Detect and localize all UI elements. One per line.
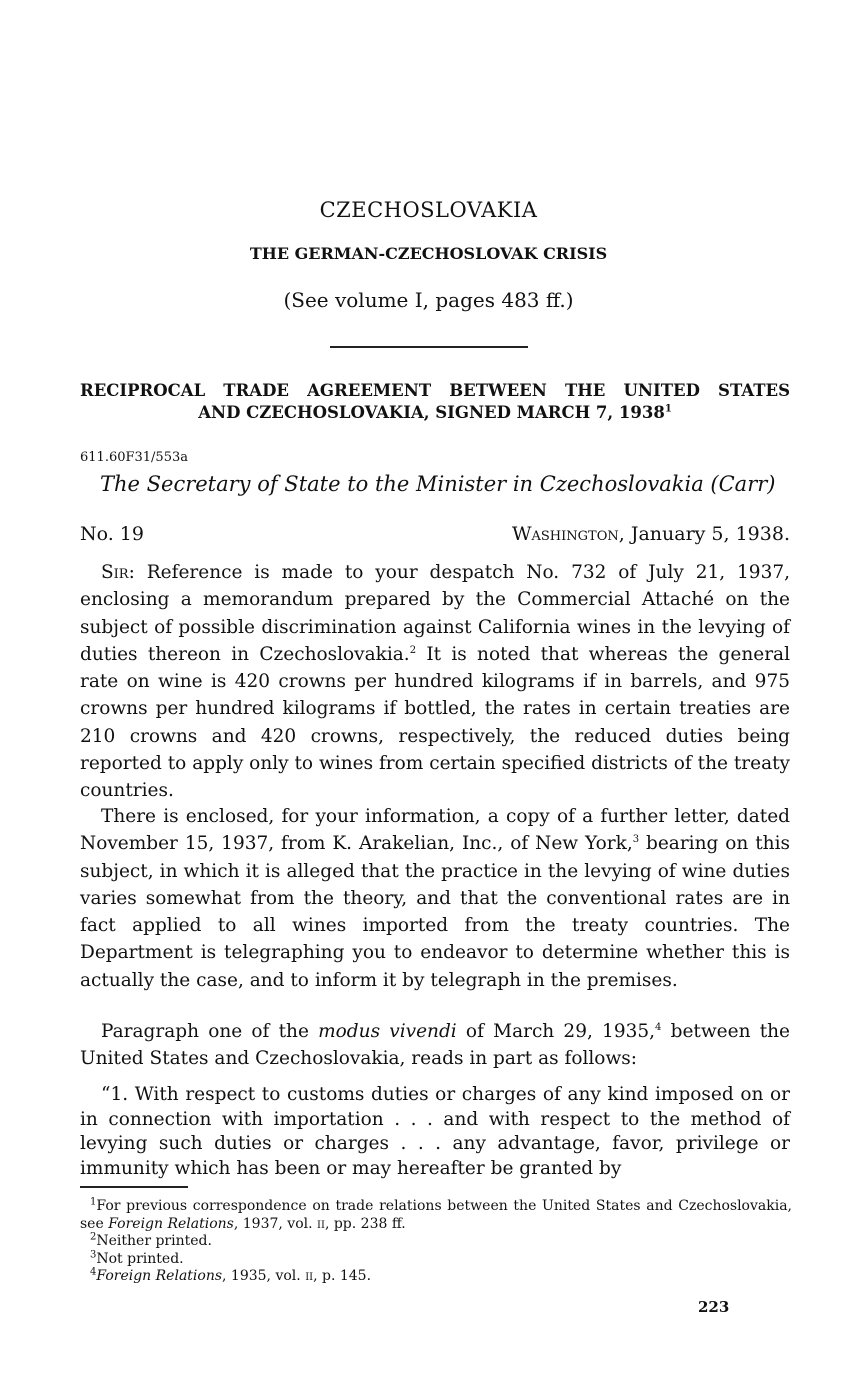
chapter-subtitle: THE GERMAN-CZECHOSLOVAK CRISIS xyxy=(249,244,608,263)
paragraph-text: It is noted that whereas the general rate on wine is 420 crowns per hundred kilograms if in barrels, and 975 crowns per hundred kilograms if bottled, the rates in certain treaties are 210 crowns and 420 crowns, respectively, the reduced duties being reported to apply only to wines from certain specified districts of the treaty countries. xyxy=(80,643,790,802)
country-title: CZECHOSLOVAKIA xyxy=(319,198,538,222)
footnote-mark: 3 xyxy=(90,1248,97,1260)
footnote-mark: 4 xyxy=(90,1266,97,1278)
section-divider xyxy=(330,346,528,348)
section-heading-line1: RECIPROCAL TRADE AGREEMENT BETWEEN THE UNITED STATES xyxy=(80,381,790,400)
paragraph-italic: modus vivendi xyxy=(318,1021,457,1042)
footnote-1 xyxy=(80,1198,792,1233)
footnote-volume: ii xyxy=(317,1215,325,1232)
paragraph-text: between the United States and Czechoslovakia, reads in part as follows: xyxy=(80,1021,790,1070)
paragraph-text: : Reference is made to your despatch No. 732 of July 21, 1937, enclosing a memorandum prepared by the Commercial Attaché on the subject of possible discrimination against California wines in the levying of duties thereon in Czechoslovakia. xyxy=(80,562,790,665)
paragraph-text: bearing on this subject, in which it is alleged that the practice in the levying of wine duties varies somewhat from the theory, and that the conventional rates are in fact applied to all wines imported from the treaty countries. The Department is telegraphing you to endeavor to determine whether this is actually the case, and to inform it by telegraph in the premises. xyxy=(80,833,790,991)
paragraph-text: Paragraph one of the xyxy=(101,1021,319,1042)
footnote-4 xyxy=(80,1268,792,1286)
paragraph-2 xyxy=(80,803,790,994)
footnotes xyxy=(80,1198,792,1286)
footnote-text: , p. 145. xyxy=(313,1268,372,1284)
addressee-name: (Carr) xyxy=(710,472,776,496)
page-number: 223 xyxy=(698,1298,730,1316)
file-number: 611.60F31/553a xyxy=(80,450,188,465)
paragraph-text: There is enclosed, for your information, a copy of a further letter, dated November 15, 1937, from K. Arakelian, Inc., of New York, xyxy=(80,806,790,855)
block-quote xyxy=(80,1083,790,1181)
paragraph-1 xyxy=(80,559,790,805)
footnote-mark: 2 xyxy=(90,1231,97,1243)
paragraph-3 xyxy=(80,1018,790,1073)
footnote-text: Neither printed. xyxy=(96,1233,212,1249)
footnote-text: , 1937, vol. xyxy=(233,1215,318,1232)
footnote-text: Not printed. xyxy=(96,1250,184,1267)
footnote-text: , pp. 238 ff. xyxy=(324,1215,406,1232)
document-number: No. 19 xyxy=(80,523,144,545)
footnote-3 xyxy=(80,1248,792,1269)
footnote-2 xyxy=(80,1233,792,1251)
footnote-ref: 3 xyxy=(632,834,640,846)
footnote-text: For previous correspondence on trade relations between the United States and Czechoslovakia, see xyxy=(80,1198,792,1232)
footnote-text: , 1935, vol. xyxy=(222,1268,306,1284)
addressee-line xyxy=(100,472,775,496)
footnote-mark: 1 xyxy=(90,1196,97,1208)
salutation: Sir xyxy=(101,562,129,583)
place: Washington xyxy=(511,523,619,545)
addressee: The Secretary of State to the Minister in Czechoslovakia xyxy=(100,472,704,496)
footnote-ref: 2 xyxy=(409,644,417,656)
dateline xyxy=(512,523,790,545)
footnote-ref: 4 xyxy=(655,1021,662,1033)
footnote-italic: Foreign Relations xyxy=(108,1215,234,1232)
see-reference: (See volume I, pages 483 ff.) xyxy=(283,288,574,312)
section-heading xyxy=(80,380,790,424)
footnote-italic: Foreign Relations xyxy=(96,1268,223,1284)
date: , January 5, 1938. xyxy=(618,523,790,545)
quote-text: “1. With respect to customs duties or charges of any kind imposed on or in connection with importation . . . and with respect to the method of levying such duties or charges . . . any advantage, favor, privilege or immunity which has been or may hereafter be granted by xyxy=(80,1084,790,1179)
section-heading-line2: AND CZECHOSLOVAKIA, SIGNED MARCH 7, 1938 xyxy=(198,403,665,422)
footnote-volume: ii xyxy=(305,1268,314,1284)
footnote-ref: 1 xyxy=(664,403,672,415)
footnote-divider xyxy=(80,1186,188,1188)
paragraph-text: of March 29, 1935, xyxy=(456,1021,656,1042)
